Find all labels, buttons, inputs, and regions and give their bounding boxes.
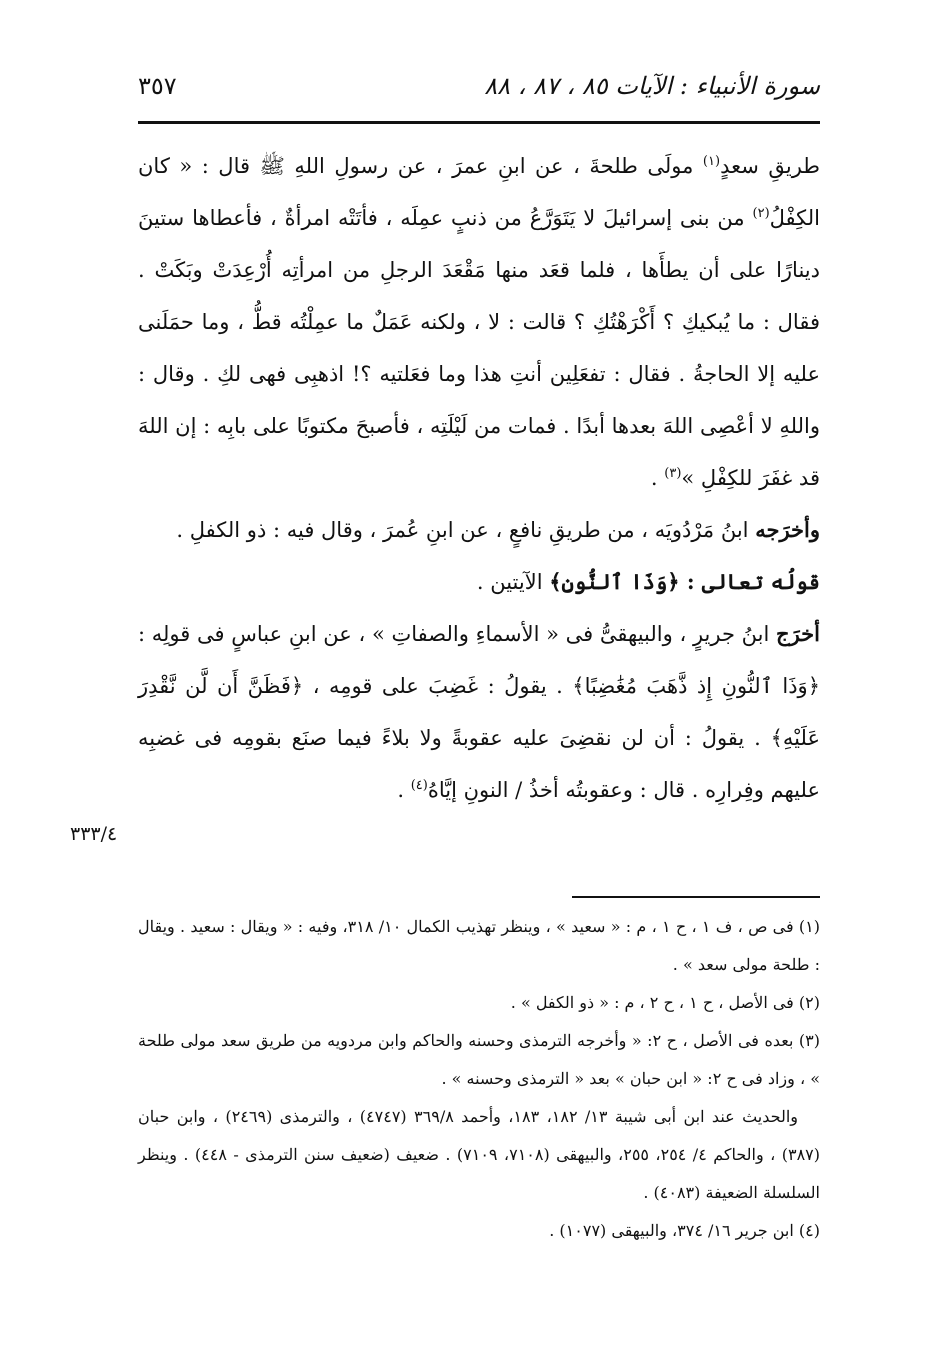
paragraph-ibn-marduyah: [138, 504, 820, 556]
text-run: .: [650, 466, 665, 490]
text-run: ابنُ جريرٍ ، والبيهقىُّ فى « الأسماءِ والصفاتِ » ، عن ابنِ عباسٍ فى قولِه : ﴿وَذَا ٱلنُّونِ إِذ ذَّهَبَ مُغَٰضِبًا﴾ . يقولُ : غَضِبَ على قومِه ، ﴿فَظَنَّ أَن لَّن نَّقْدِرَ عَلَيْهِ﴾ . يقولُ : أن لن نقضِىَ عليه عقوبةً ولا بلاءً فيما صنَع بقومِه فى غضبِه عليهم وفِرارِه . قال : وعقوبتُه أخذُ / النونِ إيَّاهُ: [138, 622, 820, 802]
footnote-3-continuation: والحديث عند ابن أبى شيبة ١٣/ ١٨٢، ١٨٣، وأحمد ٣٦٩/٨ (٤٧٤٧) ، والترمذى (٢٤٦٩) ، وابن حبان (٣٨٧) ، والحاكم ٤/ ٢٥٤، ٢٥٥، والبيهقى (٧١٠٨، ٧١٠٩) . ضعيف (ضعيف سنن الترمذى - ٤٤٨) . وينظر السلسلة الضعيفة (٤٠٨٣) .: [138, 1107, 821, 1202]
footnote-1: (١) فى ص ، ف ١ ، ح ١ ، م : « سعيد » ، وينظر تهذيب الكمال ١٠/ ٣١٨، وفيه : « ويقال : سعيد . ويقال : طلحة مولى سعد » .: [138, 917, 821, 974]
bold-lead: أخرَج: [776, 621, 820, 646]
bold-lead: وأخرَجه: [755, 517, 820, 542]
running-header: [138, 68, 820, 112]
margin-volume-reference: ٣٣٣/٤: [70, 823, 118, 845]
page-number: ٣٥٧: [138, 72, 177, 100]
footnote-2: (٢) فى الأصل ، ح ١ ، ح ٢ ، م : « ذو الكفل » .: [510, 993, 820, 1012]
text-run: طريقِ سعدٍ: [720, 154, 820, 178]
footnote-marker-3[interactable]: (٣): [664, 466, 682, 481]
paragraph-hadith: [138, 140, 820, 504]
footnote-rule: [572, 896, 820, 898]
header-rule: [138, 121, 820, 124]
running-title: سورة الأنبياء : الآيات ٨٥ ، ٨٧ ، ٨٨: [484, 72, 820, 100]
main-text: [138, 140, 820, 816]
footnote-4: (٤) ابن جرير ١٦/ ٣٧٤، والبيهقى (١٠٧٧) .: [549, 1221, 820, 1240]
text-run: .: [397, 778, 411, 802]
verse-heading-lead: قولُه تعالى : ﴿وَذَا ٱلنُّونِ﴾: [549, 569, 820, 594]
text-run: الآيتين .: [476, 570, 550, 594]
footnotes: [138, 908, 820, 1250]
footnote-3: (٣) بعده فى الأصل ، ح ٢: « وأخرجه الترمذى وحسنه والحاكم وابن مردويه من طريق سعد مولى طلحة » ، وزاد فى ح ٢: « ابن حبان » بعد « الترمذى وحسنه » .: [138, 1031, 820, 1088]
text-run: من بنى إسرائيلَ لا يَتَوَرَّعُ من ذنبٍ عمِلَه ، فأتَتْه امرأةٌ ، فأعطاها ستينَ دينارًا على أن يطأَها ، فلما قعَد منها مَقْعَدَ الرجلِ من امرأتِه أُرْعِدَتْ وبَكَتْ . فقال : ما يُبكيكِ ؟ أَكْرَهْتُكِ ؟ قالت : لا ، ولكنه عَمَلٌ ما عمِلْتُه قطُّ ، وما حمَلَنى عليه إلا الحاجةُ . فقال : تفعَلِين أنتِ هذا وما فعَلتيه ؟! اذهبِى فهى لكِ . وقال : واللهِ لا أعْصِى اللهَ بعدها أبدًا . فمات من لَيْلَتِه ، فأصبحَ مكتوبًا على بابِه : إن اللهَ قد غفَرَ للكِفْلِ »: [138, 206, 820, 490]
footnote-marker-2[interactable]: (٢): [752, 206, 770, 221]
verse-heading: [138, 556, 820, 608]
footnote-marker-1[interactable]: (١): [702, 154, 721, 169]
footnote-marker-4[interactable]: (٤): [410, 778, 428, 793]
paragraph-ibn-abbas: [138, 608, 820, 816]
text-run: مولَى طلحةَ ، عن ابنِ عمرَ ، عن رسولِ اللهِ ﷺ قال : « كان الكِفْلُ: [138, 154, 820, 230]
text-run: ابنُ مَرْدُويَه ، من طريقِ نافعٍ ، عن ابنِ عُمرَ ، وقال فيه : ذو الكفلِ .: [176, 518, 756, 542]
